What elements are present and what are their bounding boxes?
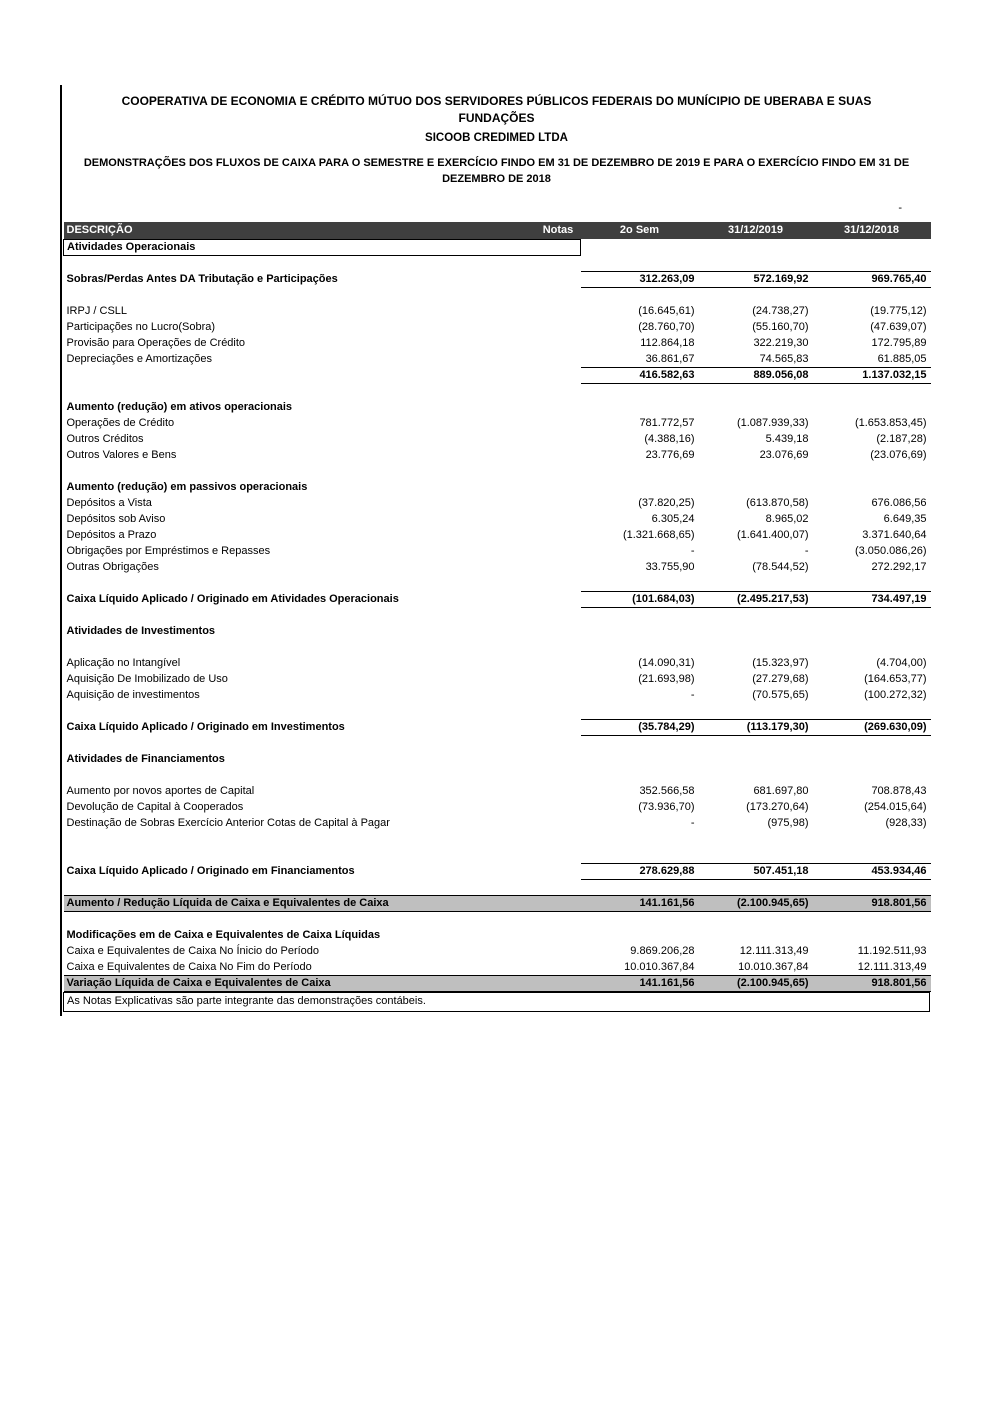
table-row bbox=[64, 479, 931, 495]
table-row bbox=[64, 671, 931, 687]
row-value-col-2018: 61.885,05 bbox=[813, 351, 931, 367]
table-row bbox=[64, 431, 931, 447]
table-row bbox=[64, 271, 931, 287]
row-value-col-2018 bbox=[813, 399, 931, 415]
cashflow-table-body bbox=[64, 239, 931, 991]
row-label: Sobras/Perdas Antes DA Tributação e Participações bbox=[66, 273, 338, 286]
row-value-col-2019: 507.451,18 bbox=[699, 863, 813, 879]
row-label: Atividades de Investimentos bbox=[66, 625, 216, 638]
row-value-col-2018: 708.878,43 bbox=[871, 785, 927, 798]
row-label: Caixa Líquido Aplicado / Originado em Atividades Operacionais bbox=[66, 593, 399, 606]
row-value-col-2019: (113.179,30) bbox=[699, 719, 813, 735]
table-row bbox=[64, 415, 931, 431]
table-row bbox=[64, 511, 931, 527]
row-value-col-2019: (70.575,65) bbox=[752, 689, 809, 702]
row-label: Caixa Líquido Aplicado / Originado em Investimentos bbox=[66, 721, 345, 734]
row-label: Caixa e Equivalentes de Caixa No Fim do Período bbox=[66, 960, 312, 973]
row-label: Aumento (redução) em ativos operacionais bbox=[66, 401, 293, 414]
row-label bbox=[64, 575, 581, 591]
row-label bbox=[64, 703, 581, 719]
row-label: Aplicação no Intangível bbox=[66, 657, 181, 670]
row-value-col-2018 bbox=[813, 735, 931, 751]
row-value-col-2o-sem: (73.936,70) bbox=[638, 801, 695, 814]
row-value-col-2o-sem: 112.864,18 bbox=[640, 337, 695, 350]
row-value-col-2019 bbox=[699, 767, 813, 783]
row-value-col-2018 bbox=[813, 623, 931, 639]
row-value-col-2019 bbox=[699, 639, 813, 655]
row-value-col-2018: (254.015,64) bbox=[864, 801, 927, 814]
spacer-row bbox=[64, 847, 931, 863]
table-row bbox=[64, 591, 931, 607]
spacer-row bbox=[64, 383, 931, 399]
cashflow-table bbox=[63, 222, 931, 992]
row-value-col-2o-sem bbox=[581, 399, 699, 415]
row-value-col-2018 bbox=[813, 879, 931, 895]
row-label: Outras Obrigações bbox=[66, 561, 159, 574]
table-header-row bbox=[64, 222, 931, 240]
row-value-col-2019: 5.439,18 bbox=[765, 433, 809, 446]
table-row bbox=[64, 335, 931, 351]
row-label: Outros Valores e Bens bbox=[66, 449, 177, 462]
row-value-col-2019 bbox=[699, 703, 813, 719]
row-value-col-2o-sem: 278.629,88 bbox=[581, 863, 699, 879]
table-row bbox=[64, 239, 931, 255]
spacer-row bbox=[64, 767, 931, 783]
row-value-col-2019: 12.111.313,49 bbox=[739, 945, 809, 958]
row-value-col-2o-sem bbox=[581, 847, 699, 863]
row-value-col-2019: (975,98) bbox=[767, 817, 809, 830]
row-label bbox=[64, 735, 581, 751]
row-label bbox=[64, 767, 581, 783]
row-value-col-2018: (100.272,32) bbox=[864, 689, 927, 702]
row-label bbox=[64, 607, 581, 623]
row-value-col-2018: 453.934,46 bbox=[813, 863, 931, 879]
row-value-col-2o-sem bbox=[581, 703, 699, 719]
row-label: Depreciações e Amortizações bbox=[66, 353, 213, 366]
row-value-col-2018: 272.292,17 bbox=[871, 561, 927, 574]
row-value-col-2018 bbox=[813, 239, 931, 255]
row-value-col-2019 bbox=[699, 927, 813, 943]
table-row bbox=[64, 927, 931, 943]
table-row bbox=[64, 655, 931, 671]
row-label: Atividades Operacionais bbox=[64, 239, 581, 255]
row-value-col-2018 bbox=[813, 847, 931, 863]
row-value-col-2018: (1.653.853,45) bbox=[854, 417, 927, 430]
row-value-col-2018: 918.801,56 bbox=[813, 895, 931, 911]
row-value-col-2o-sem bbox=[581, 767, 699, 783]
row-value-col-2o-sem: - bbox=[690, 689, 695, 702]
table-row bbox=[64, 975, 931, 991]
row-label bbox=[64, 639, 581, 655]
row-label bbox=[64, 367, 581, 383]
row-value-col-2018 bbox=[813, 463, 931, 479]
row-value-col-2018: (164.653,77) bbox=[864, 673, 927, 686]
row-label: Provisão para Operações de Crédito bbox=[66, 337, 246, 350]
table-row bbox=[64, 319, 931, 335]
row-value-col-2018: (2.187,28) bbox=[876, 433, 927, 446]
row-value-col-2o-sem: (101.684,03) bbox=[581, 591, 699, 607]
row-label: IRPJ / CSLL bbox=[66, 305, 128, 318]
row-value-col-2019 bbox=[699, 847, 813, 863]
table-row bbox=[64, 863, 931, 879]
row-value-col-2o-sem bbox=[581, 479, 699, 495]
row-value-col-2o-sem: 352.566,58 bbox=[639, 785, 695, 798]
row-value-col-2o-sem: (35.784,29) bbox=[581, 719, 699, 735]
table-row bbox=[64, 783, 931, 799]
row-value-col-2o-sem: (21.693,98) bbox=[638, 673, 695, 686]
table-row bbox=[64, 943, 931, 959]
col-header-descricao: DESCRIÇÃO bbox=[64, 222, 536, 240]
row-value-col-2018 bbox=[813, 255, 931, 271]
row-value-col-2018: 734.497,19 bbox=[813, 591, 931, 607]
row-value-col-2019 bbox=[699, 831, 813, 847]
spacer-row bbox=[64, 575, 931, 591]
col-header-31-12-2018: 31/12/2018 bbox=[813, 222, 931, 240]
row-value-col-2019 bbox=[699, 287, 813, 303]
row-value-col-2018: (928,33) bbox=[885, 817, 927, 830]
row-value-col-2019: 572.169,92 bbox=[699, 271, 813, 287]
row-label: Modificações em de Caixa e Equivalentes de Caixa Líquidas bbox=[66, 929, 381, 942]
table-row bbox=[64, 751, 931, 767]
table-row bbox=[64, 399, 931, 415]
row-value-col-2019: 681.697,80 bbox=[753, 785, 809, 798]
row-value-col-2018 bbox=[813, 479, 931, 495]
row-value-col-2018 bbox=[813, 831, 931, 847]
row-value-col-2018 bbox=[813, 751, 931, 767]
row-label: Destinação de Sobras Exercício Anterior Cotas de Capital à Pagar bbox=[66, 817, 390, 830]
table-row bbox=[64, 367, 931, 383]
row-value-col-2018: 3.371.640,64 bbox=[862, 529, 927, 542]
row-value-col-2019 bbox=[699, 879, 813, 895]
row-value-col-2018 bbox=[813, 383, 931, 399]
row-value-col-2019: (2.100.945,65) bbox=[699, 895, 813, 911]
row-label: Aumento / Redução Líquida de Caixa e Equivalentes de Caixa bbox=[64, 895, 581, 911]
row-value-col-2019 bbox=[699, 239, 813, 255]
row-value-col-2019 bbox=[699, 911, 813, 927]
row-label bbox=[64, 287, 581, 303]
row-value-col-2o-sem: 781.772,57 bbox=[639, 417, 695, 430]
row-value-col-2o-sem: 33.755,90 bbox=[645, 561, 695, 574]
spacer-row bbox=[64, 911, 931, 927]
row-value-col-2019 bbox=[699, 575, 813, 591]
row-value-col-2o-sem bbox=[581, 623, 699, 639]
row-value-col-2o-sem: (37.820,25) bbox=[638, 497, 695, 510]
row-label: Depósitos sob Aviso bbox=[66, 513, 166, 526]
row-value-col-2019 bbox=[699, 735, 813, 751]
entity-name: SICOOB CREDIMED LTDA bbox=[425, 131, 568, 144]
row-value-col-2019: (613.870,58) bbox=[746, 497, 809, 510]
spacer-row bbox=[64, 287, 931, 303]
table-row bbox=[64, 799, 931, 815]
row-value-col-2o-sem: (16.645,61) bbox=[638, 305, 695, 318]
spacer-row bbox=[64, 607, 931, 623]
row-value-col-2o-sem: - bbox=[690, 817, 695, 830]
row-label: Operações de Crédito bbox=[66, 417, 175, 430]
row-value-col-2018: 1.137.032,15 bbox=[813, 367, 931, 383]
spacer-row bbox=[64, 831, 931, 847]
row-value-col-2018: (269.630,09) bbox=[813, 719, 931, 735]
row-value-col-2o-sem bbox=[581, 607, 699, 623]
row-value-col-2o-sem bbox=[581, 879, 699, 895]
statement-title: DEMONSTRAÇÕES DOS FLUXOS DE CAIXA PARA O SEMESTRE E EXERCÍCIO FINDO EM 31 DE DEZEMBRO DE 2019 E PARA O EXERCÍCIO FINDO EM 31 DE DEZEMBRO DE 2018 bbox=[83, 156, 910, 186]
row-value-col-2018: (47.639,07) bbox=[870, 321, 927, 334]
spacer-row bbox=[64, 735, 931, 751]
table-row bbox=[64, 559, 931, 575]
row-label: Caixa Líquido Aplicado / Originado em Financiamentos bbox=[66, 865, 355, 878]
row-label bbox=[64, 847, 581, 863]
row-value-col-2018 bbox=[813, 575, 931, 591]
table-row bbox=[64, 623, 931, 639]
row-label: Aumento (redução) em passivos operacionais bbox=[66, 481, 308, 494]
row-value-col-2o-sem bbox=[581, 751, 699, 767]
row-value-col-2018: 918.801,56 bbox=[813, 975, 931, 991]
row-value-col-2o-sem bbox=[581, 735, 699, 751]
row-value-col-2019 bbox=[699, 751, 813, 767]
row-label: Depósitos a Prazo bbox=[66, 529, 157, 542]
row-value-col-2o-sem bbox=[581, 927, 699, 943]
table-row bbox=[64, 719, 931, 735]
row-value-col-2o-sem: 23.776,69 bbox=[645, 449, 695, 462]
row-label: Caixa e Equivalentes de Caixa No Ínicio do Período bbox=[66, 945, 320, 958]
row-value-col-2019 bbox=[699, 607, 813, 623]
row-label bbox=[64, 831, 581, 847]
row-value-col-2019: 889.056,08 bbox=[699, 367, 813, 383]
statement-sheet bbox=[60, 85, 930, 1016]
table-row bbox=[64, 303, 931, 319]
row-value-col-2o-sem: 141.161,56 bbox=[581, 975, 699, 991]
spacer-row bbox=[64, 463, 931, 479]
row-value-col-2018 bbox=[813, 911, 931, 927]
spacer-row bbox=[64, 879, 931, 895]
row-value-col-2019: (55.160,70) bbox=[752, 321, 809, 334]
row-value-col-2019: (78.544,52) bbox=[752, 561, 809, 574]
row-value-col-2o-sem bbox=[581, 255, 699, 271]
row-label: Devolução de Capital à Cooperados bbox=[66, 801, 244, 814]
row-label bbox=[64, 255, 581, 271]
row-value-col-2019: (24.738,27) bbox=[752, 305, 809, 318]
row-value-col-2o-sem: 36.861,67 bbox=[581, 351, 699, 367]
row-label: Participações no Lucro(Sobra) bbox=[66, 321, 216, 334]
company-name: COOPERATIVA DE ECONOMIA E CRÉDITO MÚTUO DOS SERVIDORES PÚBLICOS FEDERAIS DO MUNÍCIPIO DE UBERABA E SUAS FUNDAÇÕES bbox=[121, 94, 872, 125]
row-value-col-2019: (1.087.939,33) bbox=[736, 417, 809, 430]
row-value-col-2o-sem bbox=[581, 463, 699, 479]
row-value-col-2018: 969.765,40 bbox=[813, 271, 931, 287]
table-row bbox=[64, 895, 931, 911]
footnote: As Notas Explicativas são parte integrante das demonstrações contábeis. bbox=[63, 992, 930, 1012]
row-value-col-2019: - bbox=[804, 545, 809, 558]
row-value-col-2o-sem bbox=[581, 239, 699, 255]
row-label: Depósitos a Vista bbox=[66, 497, 152, 510]
row-label: Atividades de Financiamentos bbox=[66, 753, 225, 766]
row-value-col-2019: 10.010.367,84 bbox=[738, 960, 809, 973]
row-label bbox=[64, 911, 581, 927]
col-header-31-12-2019: 31/12/2019 bbox=[699, 222, 813, 240]
row-value-col-2018: 172.795,89 bbox=[871, 337, 927, 350]
row-value-col-2019: 23.076,69 bbox=[759, 449, 809, 462]
row-value-col-2o-sem bbox=[581, 911, 699, 927]
row-value-col-2019: (15.323,97) bbox=[752, 657, 809, 670]
dash-mark: - bbox=[898, 201, 902, 214]
row-value-col-2019: (2.495.217,53) bbox=[699, 591, 813, 607]
row-value-col-2o-sem: - bbox=[690, 545, 695, 558]
row-label bbox=[64, 383, 581, 399]
row-value-col-2o-sem: 9.869.206,28 bbox=[630, 945, 695, 958]
row-value-col-2019: 8.965,02 bbox=[765, 513, 809, 526]
col-header-2o-sem: 2o Sem bbox=[581, 222, 699, 240]
spacer-row bbox=[64, 639, 931, 655]
row-value-col-2018: 11.192.511,93 bbox=[857, 945, 927, 958]
row-value-col-2o-sem bbox=[581, 639, 699, 655]
row-value-col-2o-sem bbox=[581, 831, 699, 847]
row-value-col-2019 bbox=[699, 479, 813, 495]
row-value-col-2019: (1.641.400,07) bbox=[736, 529, 809, 542]
table-row bbox=[64, 687, 931, 703]
row-value-col-2018: (4.704,00) bbox=[876, 657, 927, 670]
table-row bbox=[64, 447, 931, 463]
row-value-col-2019: 74.565,83 bbox=[699, 351, 813, 367]
row-value-col-2018: (23.076,69) bbox=[870, 449, 927, 462]
row-label bbox=[64, 463, 581, 479]
row-value-col-2018: (19.775,12) bbox=[870, 305, 927, 318]
row-label: Aquisição de investimentos bbox=[66, 689, 200, 702]
table-row bbox=[64, 959, 931, 975]
row-value-col-2o-sem: (1.321.668,65) bbox=[622, 529, 695, 542]
table-row bbox=[64, 351, 931, 367]
table-row bbox=[64, 815, 931, 831]
row-value-col-2o-sem bbox=[581, 287, 699, 303]
row-value-col-2019 bbox=[699, 463, 813, 479]
row-value-col-2018: 12.111.313,49 bbox=[857, 960, 927, 973]
row-value-col-2019 bbox=[699, 399, 813, 415]
row-value-col-2o-sem: 141.161,56 bbox=[581, 895, 699, 911]
row-value-col-2o-sem: (4.388,16) bbox=[644, 433, 695, 446]
row-value-col-2019: (27.279,68) bbox=[752, 673, 809, 686]
row-value-col-2o-sem bbox=[581, 383, 699, 399]
row-value-col-2019 bbox=[699, 383, 813, 399]
row-value-col-2018 bbox=[813, 607, 931, 623]
row-value-col-2019 bbox=[699, 255, 813, 271]
row-value-col-2019: 322.219,30 bbox=[753, 337, 809, 350]
col-header-notas: Notas bbox=[536, 222, 581, 240]
row-value-col-2o-sem: 10.010.367,84 bbox=[624, 960, 695, 973]
row-value-col-2018 bbox=[813, 639, 931, 655]
row-label: Obrigações por Empréstimos e Repasses bbox=[66, 545, 271, 558]
table-row bbox=[64, 527, 931, 543]
table-row bbox=[64, 543, 931, 559]
row-value-col-2019 bbox=[699, 623, 813, 639]
row-value-col-2018: (3.050.086,26) bbox=[854, 545, 927, 558]
row-value-col-2018 bbox=[813, 927, 931, 943]
row-value-col-2o-sem: (14.090,31) bbox=[638, 657, 695, 670]
row-value-col-2019: (173.270,64) bbox=[746, 801, 809, 814]
row-label: Aumento por novos aportes de Capital bbox=[66, 785, 255, 798]
spacer-row bbox=[64, 255, 931, 271]
row-value-col-2o-sem: 416.582,63 bbox=[581, 367, 699, 383]
row-value-col-2o-sem: 6.305,24 bbox=[651, 513, 695, 526]
row-value-col-2018 bbox=[813, 703, 931, 719]
row-label bbox=[64, 879, 581, 895]
row-value-col-2018: 6.649,35 bbox=[883, 513, 927, 526]
row-value-col-2o-sem: (28.760,70) bbox=[638, 321, 695, 334]
row-label: Aquisição De Imobilizado de Uso bbox=[66, 673, 228, 686]
row-value-col-2018: 676.086,56 bbox=[871, 497, 927, 510]
spacer-row bbox=[64, 703, 931, 719]
row-value-col-2019: (2.100.945,65) bbox=[699, 975, 813, 991]
row-value-col-2o-sem bbox=[581, 575, 699, 591]
row-value-col-2018 bbox=[813, 287, 931, 303]
row-label: Variação Líquida de Caixa e Equivalentes de Caixa bbox=[64, 975, 581, 991]
row-value-col-2o-sem: 312.263,09 bbox=[581, 271, 699, 287]
table-row bbox=[64, 495, 931, 511]
row-label: Outros Créditos bbox=[66, 433, 144, 446]
title-block bbox=[63, 85, 930, 188]
row-value-col-2018 bbox=[813, 767, 931, 783]
